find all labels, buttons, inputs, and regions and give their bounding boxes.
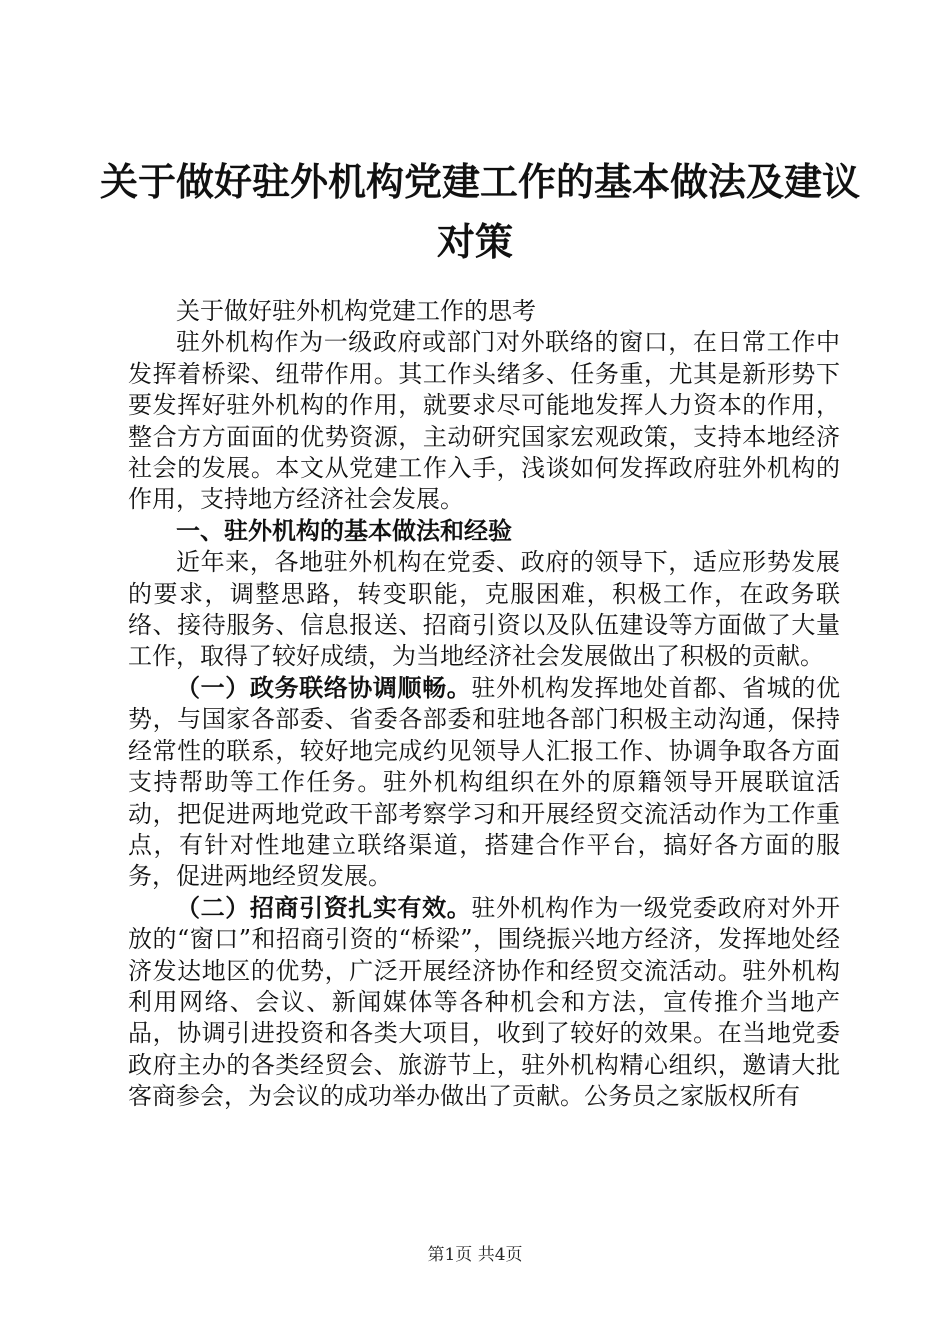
section-heading: 一、驻外机构的基本做法和经验 [176, 516, 512, 545]
intro-paragraph: 驻外机构作为一级政府或部门对外联络的窗口，在日常工作中发挥着桥梁、纽带作用。其工作头绪多、任务重，尤其是新形势下要发挥好驻外机构的作用，就要求尽可能地发挥人力资本的作用，整合方方面面的优势资源，主动研究国家宏观政策，支持本地经济社会的发展。本文从党建工作入手，浅谈如何发挥政府驻外机构的作用，支持地方经济社会发展。 [128, 328, 840, 514]
item-paragraph-1 [128, 673, 840, 893]
item-1-lead: （一）政务联络协调顺畅。 [176, 673, 472, 702]
item-1-text: 驻外机构发挥地处首都、省城的优势，与国家各部委、省委各部委和驻地各部门积极主动沟通，保持经常性的联系，较好地完成约见领导人汇报工作、协调争取各方面支持帮助等工作任务。驻外机构组织在外的原籍领导开展联谊活动，把促进两地党政干部考察学习和开展经贸交流活动作为工作重点，有针对性地建立联络渠道，搭建合作平台，搞好各方面的服务，促进两地经贸发展。 [128, 673, 841, 891]
item-2-lead: （二）招商引资扎实有效。 [176, 893, 472, 922]
section-paragraph: 近年来，各地驻外机构在党委、政府的领导下，适应形势发展的要求，调整思路，转变职能，克服困难，积极工作，在政务联络、接待服务、信息报送、招商引资以及队伍建设等方面做了大量工作，取得了较好成绩，为当地经济社会发展做出了积极的贡献。 [128, 548, 840, 671]
item-paragraph-2 [128, 893, 840, 1113]
document-title-line1: 关于做好驻外机构党建工作的基本做法及建议 [100, 160, 861, 204]
document-body [128, 296, 840, 1113]
page-footer: 第1页 共4页 [427, 1245, 523, 1265]
document-subtitle: 关于做好驻外机构党建工作的思考 [176, 297, 536, 325]
item-2-text: 驻外机构作为一级党委政府对外开放的“窗口”和招商引资的“桥梁”，围绕振兴地方经济，发挥地处经济发达地区的优势，广泛开展经济协作和经贸交流活动。驻外机构利用网络、会议、新闻媒体等各种机会和方法，宣传推介当地产品，协调引进投资和各类大项目，收到了较好的效果。在当地党委政府主办的各类经贸会、旅游节上，驻外机构精心组织，邀请大批客商参会，为会议的成功举办做出了贡献。公务员之家版权所有 [128, 893, 841, 1111]
document-title-line2: 对策 [436, 220, 513, 264]
